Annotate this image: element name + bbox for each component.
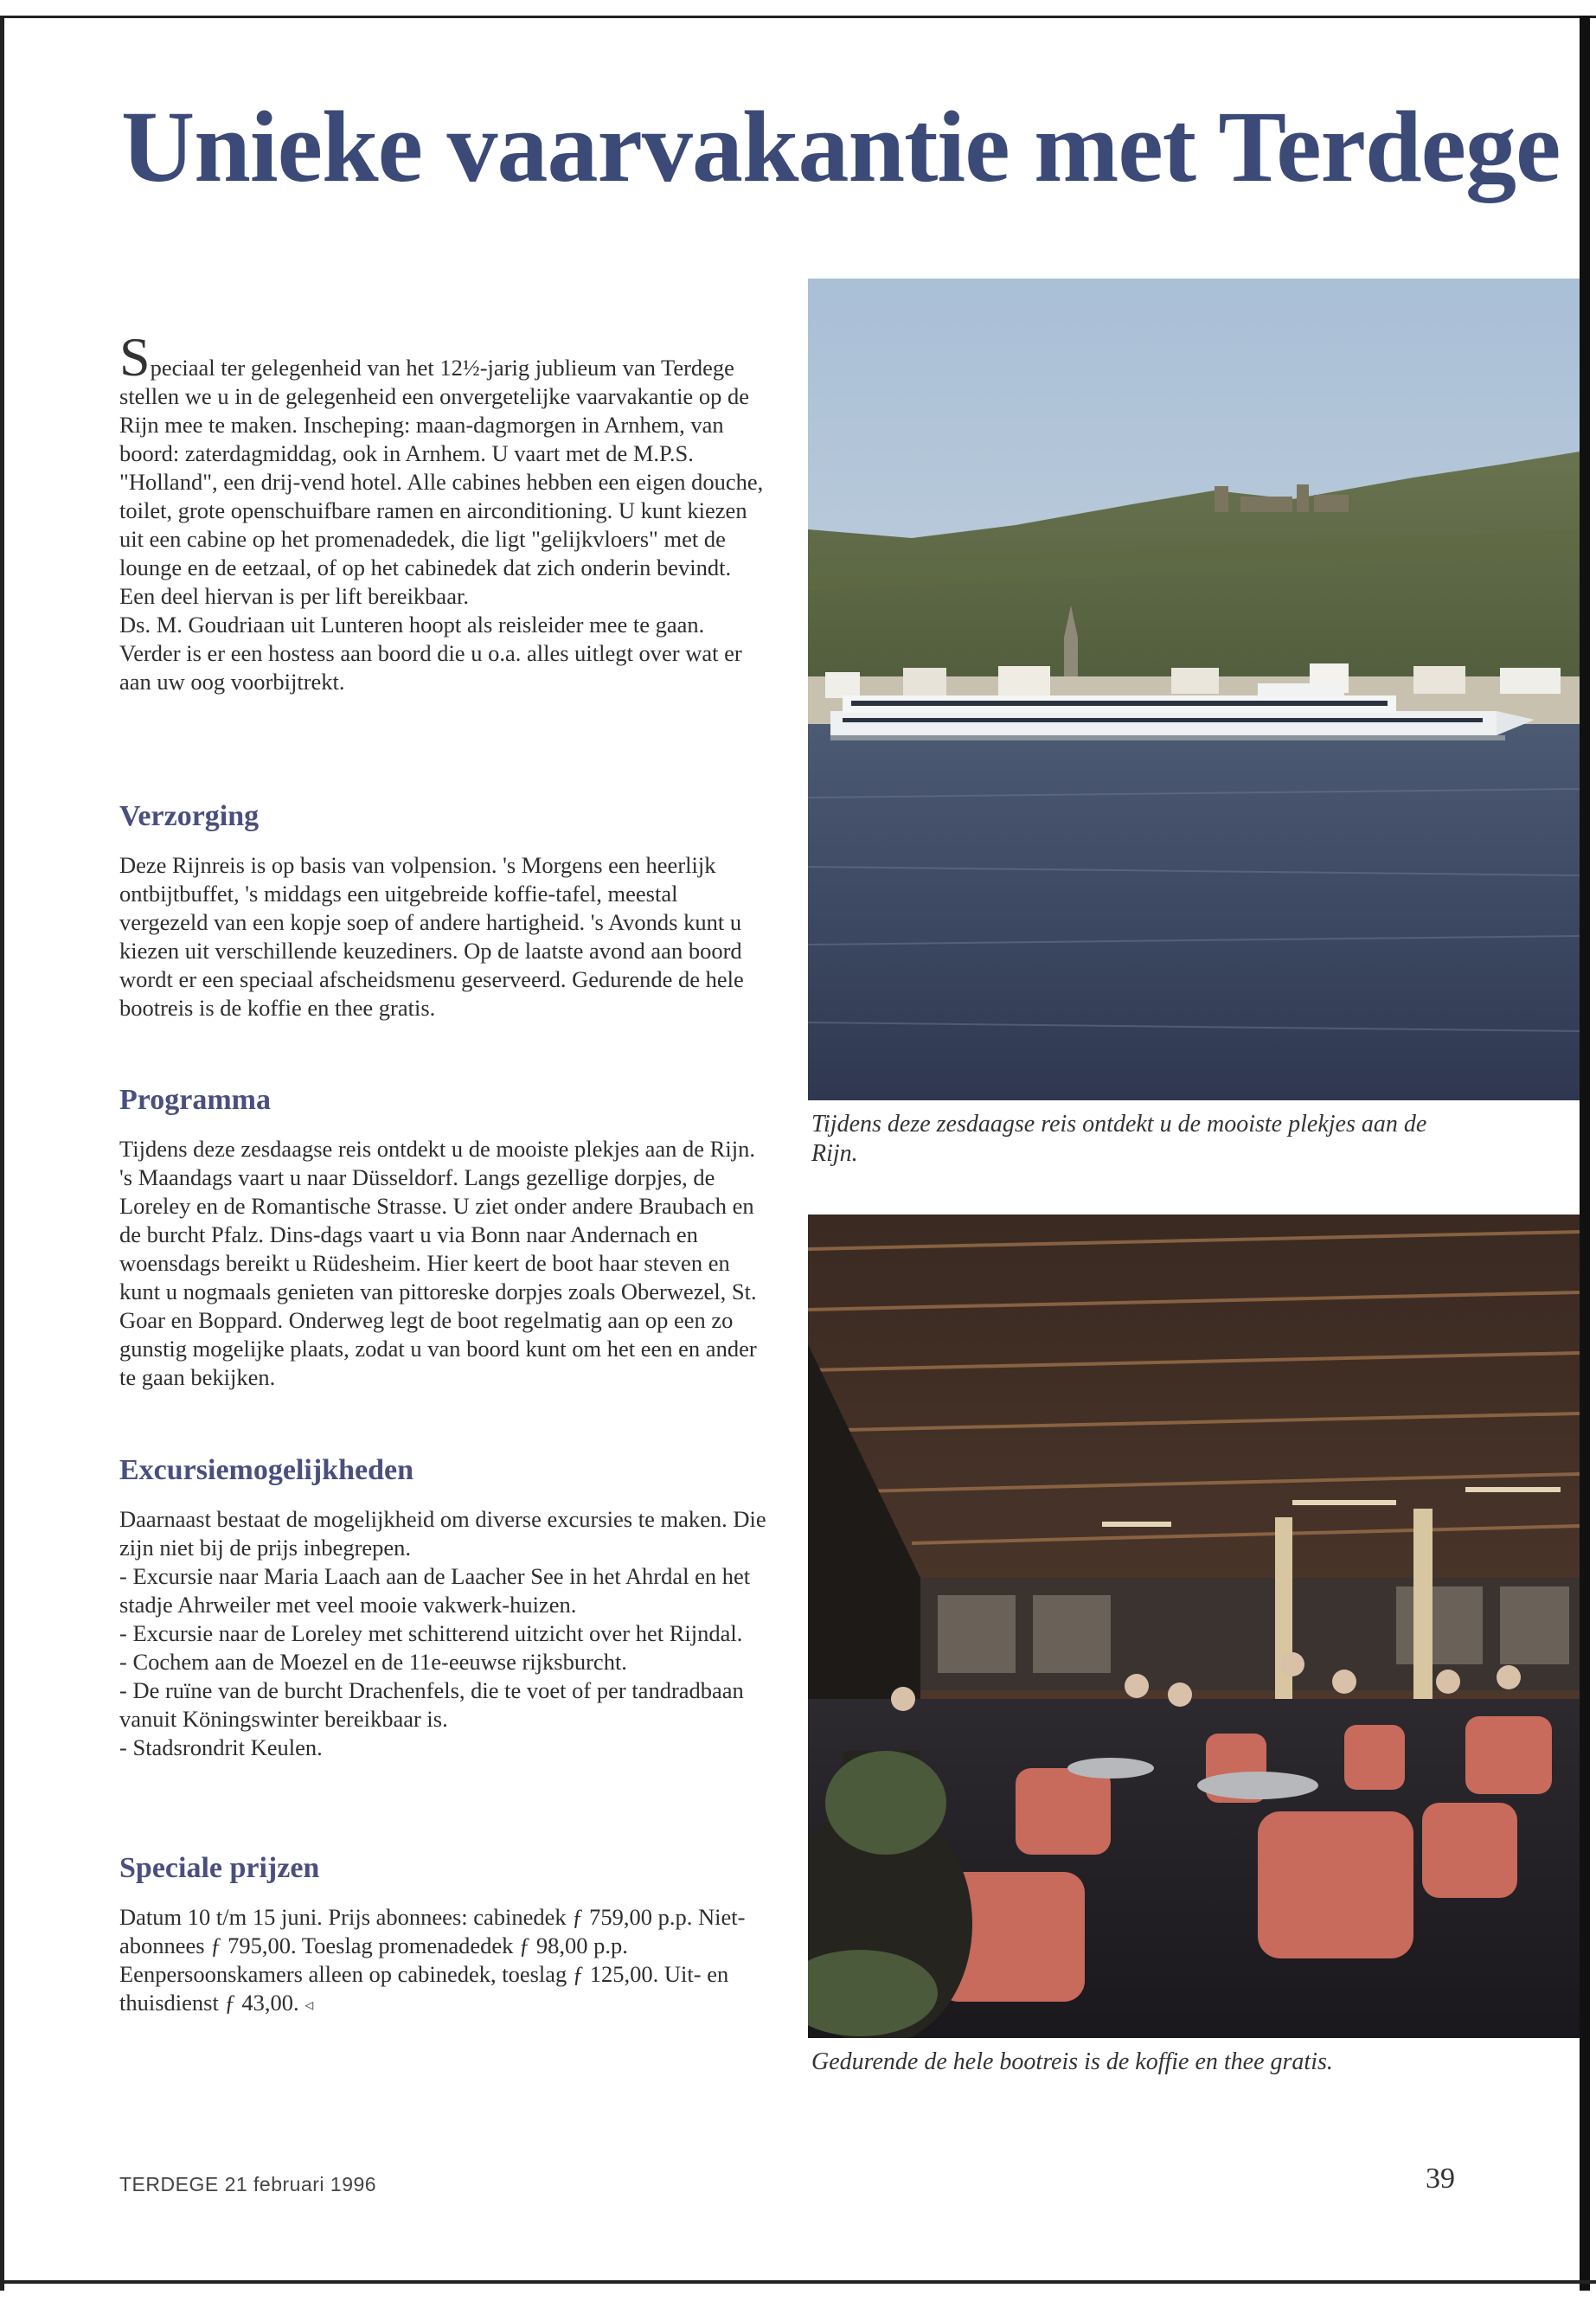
page-border-left xyxy=(0,16,4,2291)
bottom-photo-caption: Gedurende de hele bootreis is de koffie en thee gratis. xyxy=(811,2048,1333,2075)
excursion-item: - De ruïne van de burcht Drachenfels, die te voet of per tandradbaan vanuit Köningswinter bereikbaar is. xyxy=(119,1677,744,1732)
top-photo-caption: Tijdens deze zesdaagse reis ontdekt u de mooiste plekjes aan de Rijn. xyxy=(811,1111,1427,1167)
section-paragraph: Tijdens deze zesdaagse reis ontdekt u de mooiste plekjes aan de Rijn. 's Maandags vaart u naar Düsseldorf. Langs gezellige dorpjes, de Loreley en de Romantische Strasse. U ziet onder andere Braubach en de burcht Pfalz. Dins-dags vaart u via Bonn naar Andernach en woensdags bereikt u Rüdesheim. Hier keert de boot haar steven en kunt u nogmaals genieten van pittoreske dorpjes zoals Oberwezel, St. Goar en Boppard. Onderweg legt de boot regelmatig aan op een zo gunstig mogelijke plaats, zodat u van boord kunt om het een en ander te gaan bekijken. xyxy=(119,1136,757,1390)
lounge-interior-photo xyxy=(808,1215,1580,2038)
section-paragraph: Deze Rijnreis is op basis van volpension. 's Morgens een heerlijk ontbijtbuffet, 's middags een uitgebreide koffie-tafel, meestal vergezeld van een kopje soep of andere hartigheid. 's Avonds kunt u kiezen uit verschillende keuzediners. Op de laatste avond aan boord wordt er een speciaal afscheidsmenu geserveerd. Gedurende de hele bootreis is de koffie en thee gratis. xyxy=(119,852,744,1021)
intro-text-2: Ds. M. Goudriaan uit Lunteren hoopt als reisleider mee te gaan. Verder is er een hostess aan boord die u o.a. alles uitlegt over wat er aan uw oog voorbijtrekt. xyxy=(119,612,742,695)
page-number: 39 xyxy=(1426,2163,1455,2195)
section-body-excursies xyxy=(119,1505,770,1762)
end-mark-icon: ◃ xyxy=(304,1996,314,2015)
section-body-verzorging xyxy=(119,851,770,1022)
intro-text: peciaal ter gelegenheid van het 12½-jarig jublieum van Terdege stellen we u in de gelegenheid een onvergetelijke vaarvakantie op de Rijn mee te maken. Inscheping: maan-dagmorgen in Arnhem, van boord: zaterdagmiddag, ook in Arnhem. U vaart met de M.P.S. "Holland", een drij-vend hotel. Alle cabines hebben een eigen douche, toilet, grote openschuifbare ramen en airconditioning. U kunt kiezen uit een cabine op het promenadedek, die ligt "gelijkvloers" met de lounge en de eetzaal, of op het cabinedek dat zich onderin bevindt. Een deel hiervan is per lift bereikbaar. xyxy=(119,355,764,609)
excursion-item: - Stadsrondrit Keulen. xyxy=(119,1734,323,1760)
section-paragraph: Daarnaast bestaat de mogelijkheid om diverse excursies te maken. Die zijn niet bij de prijs inbegrepen. xyxy=(119,1506,766,1561)
page-border-top xyxy=(0,16,1596,18)
section-heading-verzorging: Verzorging xyxy=(119,800,260,832)
section-paragraph: Datum 10 t/m 15 juni. Prijs abonnees: cabinedek ƒ 759,00 p.p. Niet-abonnees ƒ 795,00. Toeslag promenadedek ƒ 98,00 p.p. Eenpersoonskamers alleen op cabinedek, toeslag ƒ 125,00. Uit- en thuisdienst ƒ 43,00. xyxy=(119,1904,746,2016)
section-heading-programma: Programma xyxy=(119,1084,271,1116)
excursion-item: - Cochem aan de Moezel en de 11e-eeuwse rijksburcht. xyxy=(119,1649,627,1675)
excursion-item: - Excursie naar de Loreley met schitterend uitzicht over het Rijndal. xyxy=(119,1620,743,1646)
page-border-right xyxy=(1580,16,1590,2291)
drop-cap: S xyxy=(119,326,151,388)
section-body-prijzen xyxy=(119,1903,770,2020)
section-heading-excursies: Excursiemogelijkheden xyxy=(119,1454,413,1486)
excursion-item: - Excursie naar Maria Laach aan de Laacher See in het Ahrdal en het stadje Ahrweiler met veel mooie vakwerk-huizen. xyxy=(119,1563,751,1618)
article-title: Unieke vaarvakantie met Terdege xyxy=(121,90,1561,203)
rhine-cruise-photo xyxy=(808,279,1580,1100)
intro-paragraph xyxy=(119,326,770,696)
section-heading-prijzen: Speciale prijzen xyxy=(119,1852,320,1884)
section-body-programma xyxy=(119,1135,770,1392)
page-border-bottom xyxy=(0,2280,1596,2284)
footer-publication: TERDEGE 21 februari 1996 xyxy=(119,2173,377,2195)
